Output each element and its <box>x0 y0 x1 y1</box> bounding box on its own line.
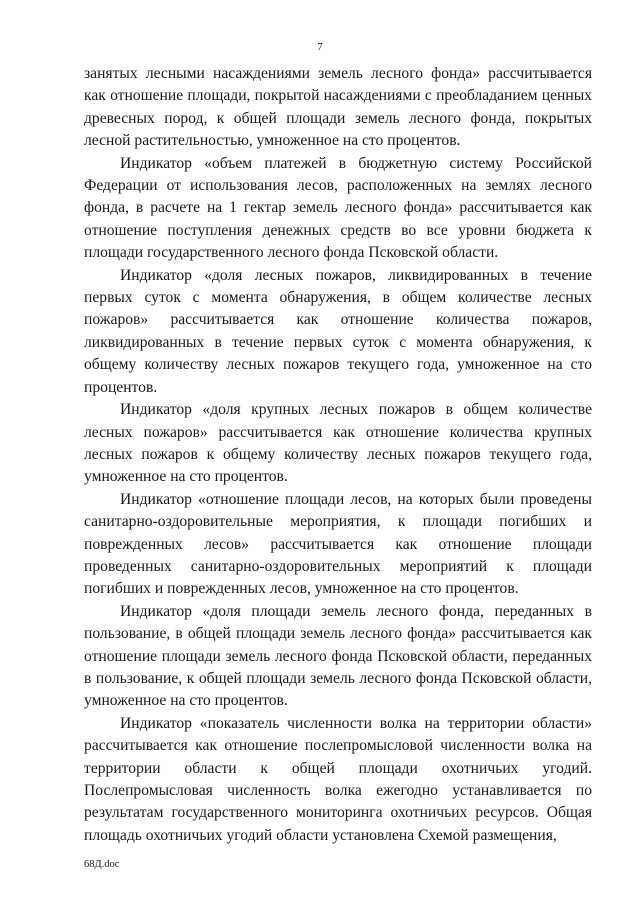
paragraph-land-use-indicator: Индикатор «доля площади земель лесного фонда, переданных в пользование, в общей площади земель лесного фонда» рассчитывается как отношение площади земель лесного фонда Псковской области, переданных в пользование, к общей площади земель лесного фонда Псковской области, умноженное на сто процентов. <box>84 602 592 710</box>
paragraph-large-fires-indicator: Индикатор «доля крупных лесных пожаров в общем количестве лесных пожаров» рассчитывается как отношение количества крупных лесных пожаров к общему количеству лесных пожаров текущего года, умноженное на сто процентов. <box>84 401 592 486</box>
paragraph-wolf-population-indicator: Индикатор «показатель численности волка на территории области» рассчитывается как отношение послепромысловой численности волка на территории области к общей площади охотничьих угодий. Послепромысловая численность волка ежегодно устанавливается по результатам государственного мониторинга охотничьих ресурсов. Общая площадь охотничьих угодий области установлена Схемой размещения, <box>84 714 592 844</box>
page-number: 7 <box>317 41 323 53</box>
paragraph-payments-indicator: Индикатор «объем платежей в бюджетную систему Российской Федерации от использования лесов, расположенных на землях лесного фонда, в расчете на 1 гектар земель лесного фонда» рассчитывается как отношение поступления денежных средств во все уровни бюджета к площади государственного лесного фонда Псковской области. <box>84 154 592 262</box>
paragraph-sanitary-measures-indicator: Индикатор «отношение площади лесов, на которых были проведены санитарно-оздоровительные мероприятия, к площади погибших и поврежденных лесов» рассчитывается как отношение площади проведенных санитарно-оздоровительных мероприятий к площади погибших и поврежденных лесов, умноженное на сто процентов. <box>84 490 592 598</box>
paragraph-fires-first-day-indicator: Индикатор «доля лесных пожаров, ликвидированных в течение первых суток с момента обнаружения, в общем количестве лесных пожаров» рассчитывается как отношение количества пожаров, ликвидированных в течение первых суток с момента обнаружения, к общему количеству лесных пожаров текущего года, умноженное на сто процентов. <box>84 266 592 396</box>
file-name-footer: 68Д.doc <box>84 859 120 870</box>
paragraph-continuation: занятых лесными насаждениями земель лесного фонда» рассчитывается как отношение площади, покрытой насаждениями с преобладанием ценных древесных пород, к общей площади земель лесного фонда, покрытых лесной растительностью, умноженное на сто процентов. <box>84 65 592 150</box>
document-body <box>84 63 592 847</box>
